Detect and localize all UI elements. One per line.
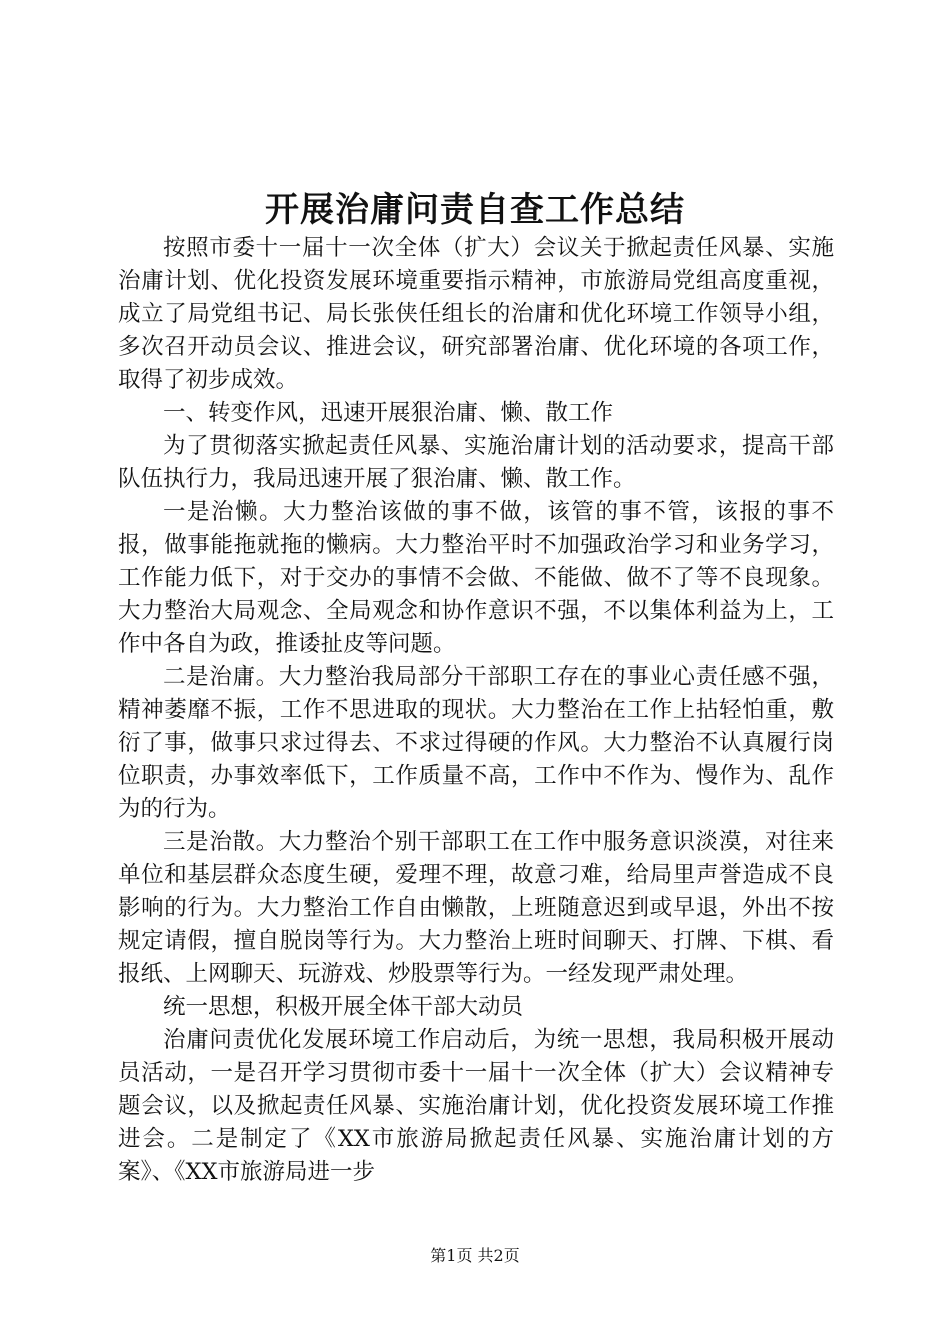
section1-intro-paragraph: 为了贯彻落实掀起责任风暴、实施治庸计划的活动要求，提高干部队伍执行力，我局迅速开展了狠治庸、懒、散工作。 [118,433,834,492]
page-number-footer: 第1页 共2页 [430,1246,520,1265]
section1-heading: 一、转变作风，迅速开展狠治庸、懒、散工作 [163,400,614,426]
section1-paragraph-lazy: 一是治懒。大力整治该做的事不做，该管的事不管，该报的事不报，做事能拖就拖的懒病。大力整治平时不加强政治学习和业务学习，工作能力低下，对于交办的事情不会做、不能做、做不了等不良现象。大力整治大局观念、全局观念和协作意识不强，不以集体利益为上，工作中各自为政，推诿扯皮等问题。 [118,499,834,657]
section2-heading: 统一思想，积极开展全体干部大动员 [163,994,524,1020]
section1-paragraph-loose: 三是治散。大力整治个别干部职工在工作中服务意识淡漠，对往来单位和基层群众态度生硬，爱理不理，故意刁难，给局里声誉造成不良影响的行为。大力整治工作自由懒散，上班随意迟到或早退，外出不按规定请假，擅自脱岗等行为。大力整治上班时间聊天、打牌、下棋、看报纸、上网聊天、玩游戏、炒股票等行为。一经发现严肃处理。 [118,829,834,987]
section2-paragraph: 治庸问责优化发展环境工作启动后，为统一思想，我局积极开展动员活动，一是召开学习贯彻市委十一届十一次全体（扩大）会议精神专题会议，以及掀起责任风暴、实施治庸计划，优化投资发展环境工作推进会。二是制定了《XX市旅游局掀起责任风暴、实施治庸计划的方案》、《XX市旅游局进一步 [118,1027,834,1185]
document-body [118,232,834,1189]
document-title: 开展治庸问责自查工作总结 [265,190,685,230]
intro-paragraph: 按照市委十一届十一次全体（扩大）会议关于掀起责任风暴、实施治庸计划、优化投资发展环境重要指示精神，市旅游局党组高度重视，成立了局党组书记、局长张侠任组长的治庸和优化环境工作领导小组，多次召开动员会议、推进会议，研究部署治庸、优化环境的各项工作，取得了初步成效。 [118,235,834,393]
section1-paragraph-mediocre: 二是治庸。大力整治我局部分干部职工存在的事业心责任感不强，精神萎靡不振，工作不思进取的现状。大力整治在工作上拈轻怕重，敷衍了事，做事只求过得去、不求过得硬的作风。大力整治不认真履行岗位职责，办事效率低下，工作质量不高，工作中不作为、慢作为、乱作为的行为。 [118,664,834,822]
